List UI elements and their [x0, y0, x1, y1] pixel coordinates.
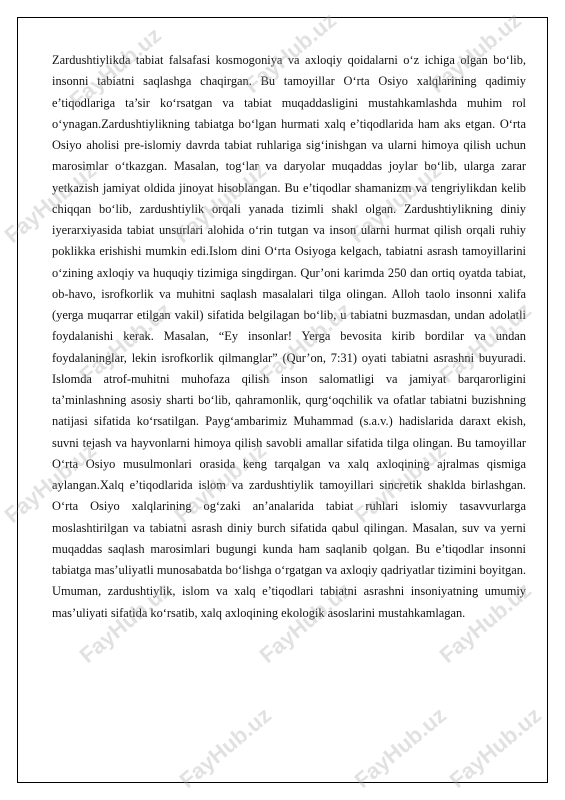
watermark: FayHub.uz — [444, 702, 546, 793]
watermark: FayHub.uz — [254, 297, 356, 388]
watermark: FayHub.uz — [174, 702, 276, 793]
body-paragraph: Zardushtiylikda tabiat falsafasi kosmogoniya va axloqiy qoidalarni o‘z ichiga olgan bo‘lib, insonni tabiatni saqlashga chaqirgan. Bu tamoyillar O‘rta Osiyo xalqlarining qadimiy e’tiqodlariga ta’sir ko‘rsatgan va tabiat muqaddasligini mustahkamlashda muhim rol o‘ynagan.Zardushtiylikning tabiatga bo‘lgan hurmati xalq e’tiqodlarida ham aks etgan. O‘rta Osiyo aholisi pre-islomiy davrda tabiat ruhlariga sig‘inishgan va ularni himoya qilish uchun marosimlar o‘tkazgan. Masalan, tog‘lar va daryolar muqaddas joylar bo‘lib, ularga zarar yetkazish jamiyat oldida jinoyat hisoblangan. Bu e’tiqodlar shamanizm va tengriylikdan kelib chiqqan bo‘lib, zardushtiylik orqali yanada tizimli shakl olgan. Zardushtiylikning diniy iyerarxiyasida tabiat unsurlari alohida o‘rin tutgan va inson ularni hurmat qilish orqali ruhiy poklikka erishishi mumkin edi.Islom dini O‘rta Osiyoga kelgach, tabiatni asrash tamoyillarini o‘zining axloqiy va huquqiy tizimiga singdirgan. Qur’oni karimda 250 dan ortiq oyatda tabiat, ob-havo, isrofkorlik va muhitni saqlash masalalari tilga olingan. Alloh taolo insonni xalifa (yerga muqarrar etilgan vakil) sifatida belgilagan bo‘lib, u tabiatni buzmasdan, undan adolatli foydalanishi kerak. Masalan, “Ey insonlar! Yerga bevosita kirib bordilar va undan foydalaninglar, lekin isrofkorlik qilmanglar” (Qur’on, 7:31) oyati tabiatni asrashni buyuradi. Islomda atrof-muhitni muhofaza qilish inson salomatligi va jamiyat barqarorligini ta’minlashning asosiy sharti bo‘lib, qahramonlik, qurg‘oqchilik va ofatlar tabiatni buzishning natijasi sifatida ko‘rsatilgan. Payg‘ambarimiz Muhammad (s.a.v.) hadislarida daraxt ekish, suvni tejash va hayvonlarni himoya qilish savobli amallar sifatida tilga olingan. Bu tamoyillar O‘rta Osiyo musulmonlari orasida keng tarqalgan va xalq axloqining ajralmas qismiga aylangan.Xalq e’tiqodlarida islom va zardushtiylik tamoyillari sincretik shaklda birlashgan. O‘rta Osiyo xalqlarining og‘zaki an’analarida tabiat ruhlari islomiy tasavvurlarga moslashtirilgan va tabiatni asrash diniy burch sifatida qabul qilingan. Masalan, suv va yerni muqaddas saqlash marosimlari bugungi kunda ham saqlanib qolgan. Bu e’tiqodlar insonni tabiatga mas’uliyatli munosabatda bo‘lishga o‘rgatgan va axloqiy qadriyatlar tizimini boyitgan. Umuman, zardushtiylik, islom va xalq e’tiqodlari tabiatni asrashni insoniyatning umumiy mas’uliyati sifatida ko‘rsatib, xalq axloqining ekologik asoslarini mustahkamlagan. — [52, 53, 526, 620]
watermark: FayHub.uz — [349, 437, 451, 528]
watermark: FayHub.uz — [434, 297, 536, 388]
watermark: FayHub.uz — [0, 437, 101, 528]
watermark: FayHub.uz — [349, 702, 451, 793]
watermark: FayHub.uz — [424, 7, 526, 98]
watermark: FayHub.uz — [64, 22, 166, 113]
watermark: FayHub.uz — [344, 157, 446, 248]
watermark: FayHub.uz — [74, 577, 176, 668]
watermark: FayHub.uz — [434, 577, 536, 668]
watermark: FayHub.uz — [254, 577, 356, 668]
watermark: FayHub.uz — [169, 157, 271, 248]
watermark: FayHub.uz — [169, 437, 271, 528]
watermark: FayHub.uz — [239, 7, 341, 98]
watermark: FayHub.uz — [74, 297, 176, 388]
watermark: FayHub.uz — [0, 157, 101, 248]
